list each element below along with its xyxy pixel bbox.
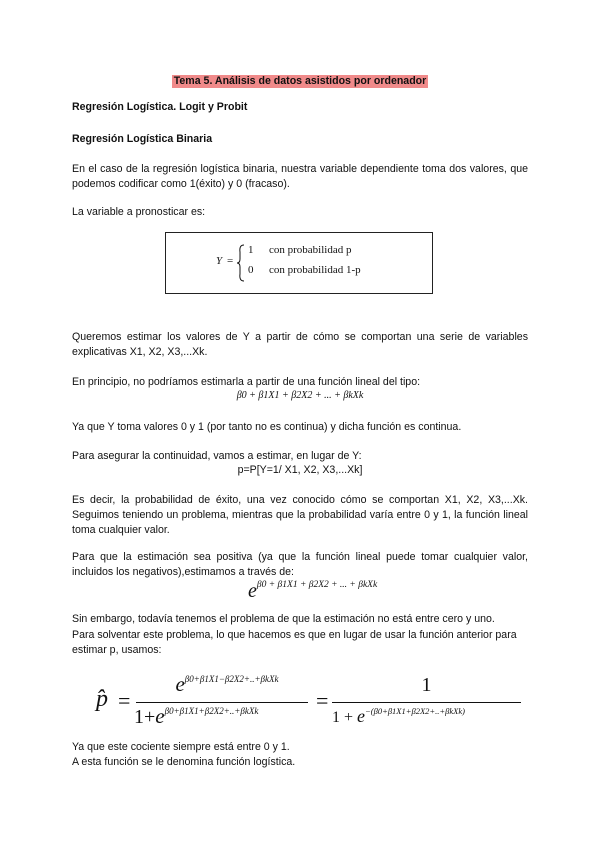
rhs-denominator-exponent: −(β0+β1X1+β2X2+..+βkXk) bbox=[365, 706, 465, 716]
case-zero-text: con probabilidad 1-p bbox=[269, 264, 361, 276]
equals-sign-2: = bbox=[316, 688, 329, 713]
paragraph-not-continuous: Ya que Y toma valores 0 y 1 (por tanto no es continua) y dicha función es continua. bbox=[72, 421, 462, 433]
paragraph-positive: Para que la estimación sea positiva (ya que la función lineal puede tomar cualquier valor, incluidos los negativos),estimamos a través de: bbox=[72, 551, 528, 579]
case-one-text: con probabilidad p bbox=[269, 244, 352, 256]
exponential-formula bbox=[248, 580, 377, 603]
linear-formula: β0 + β1X1 + β2X2 + ... + βkXk bbox=[236, 390, 364, 401]
page-title-wrap bbox=[0, 71, 600, 89]
paragraph-solution: Para solventar este problema, lo que hacemos es que en lugar de usar la función anterior para estimar p, usamos: bbox=[72, 629, 517, 657]
left-fraction-line bbox=[136, 702, 308, 703]
paragraph-ratio: Ya que este cociente siempre está entre 0 y 1. bbox=[72, 741, 290, 753]
rhs-denominator-base: e bbox=[357, 706, 366, 726]
paragraph-variable: La variable a pronosticar es: bbox=[72, 206, 206, 218]
section-heading-binary: Regresión Logística Binaria bbox=[72, 133, 213, 145]
probability-formula: p=P[Y=1/ X1, X2, X3,...Xk] bbox=[237, 464, 363, 476]
formula-lhs: Y bbox=[216, 255, 223, 267]
page-title: Tema 5. Análisis de datos asistidos por ordenador bbox=[173, 75, 427, 87]
rhs-denominator-prefix: 1 + bbox=[332, 709, 358, 726]
left-numerator bbox=[146, 672, 308, 697]
paragraph-logistic-name: A esta función se le denomina función logística. bbox=[72, 756, 296, 768]
denominator-base: e bbox=[155, 704, 165, 728]
denominator-prefix: 1+ bbox=[134, 706, 156, 728]
paragraph-still-problem: Sin embargo, todavía tenemos el problema de que la estimación no está entre cero y uno. bbox=[72, 613, 495, 625]
exp-exponent: β0 + β1X1 + β2X2 + ... + βkXk bbox=[256, 580, 378, 590]
right-denominator bbox=[332, 706, 521, 727]
left-brace-icon bbox=[236, 244, 246, 282]
paragraph-intro: En el caso de la regresión logística binaria, nuestra variable dependiente toma dos valores, que podemos codificar como 1(éxito) y 0 (fracaso). bbox=[72, 163, 528, 191]
numerator-base: e bbox=[175, 672, 185, 696]
left-denominator bbox=[134, 704, 312, 729]
paragraph-probability: Es decir, la probabilidad de éxito, una vez conocido cómo se comportan X1, X2, X3,...Xk. Seguimos teniendo un problema, mientras que la probabilidad varía entre 0 y 1, la función lineal toma cualquier valor. bbox=[72, 494, 528, 537]
paragraph-linear: En principio, no podríamos estimarla a partir de una función lineal del tipo: bbox=[72, 376, 421, 388]
exp-base: e bbox=[248, 580, 257, 602]
paragraph-estimate: Queremos estimar los valores de Y a partir de cómo se comportan una serie de variables explicativas X1, X2, X3,...Xk. bbox=[72, 331, 528, 359]
formula-equals: = bbox=[227, 255, 234, 267]
case-one-value: 1 bbox=[248, 244, 254, 256]
section-heading-logit-probit: Regresión Logística. Logit y Probit bbox=[72, 101, 248, 113]
logistic-formula bbox=[96, 672, 521, 736]
equals-sign-1: = bbox=[118, 688, 131, 713]
numerator-exponent: β0+β1X1−β2X2+..+βkXk bbox=[184, 674, 279, 684]
case-zero-value: 0 bbox=[248, 264, 254, 276]
denominator-exponent: β0+β1X1+β2X2+..+βkXk bbox=[164, 706, 259, 716]
right-numerator: 1 bbox=[421, 674, 432, 696]
paragraph-continuity: Para asegurar la continuidad, vamos a estimar, en lugar de Y: bbox=[72, 450, 362, 462]
piecewise-formula-box bbox=[165, 232, 433, 294]
p-hat: p̂ bbox=[96, 686, 108, 712]
right-fraction-line bbox=[332, 702, 521, 703]
